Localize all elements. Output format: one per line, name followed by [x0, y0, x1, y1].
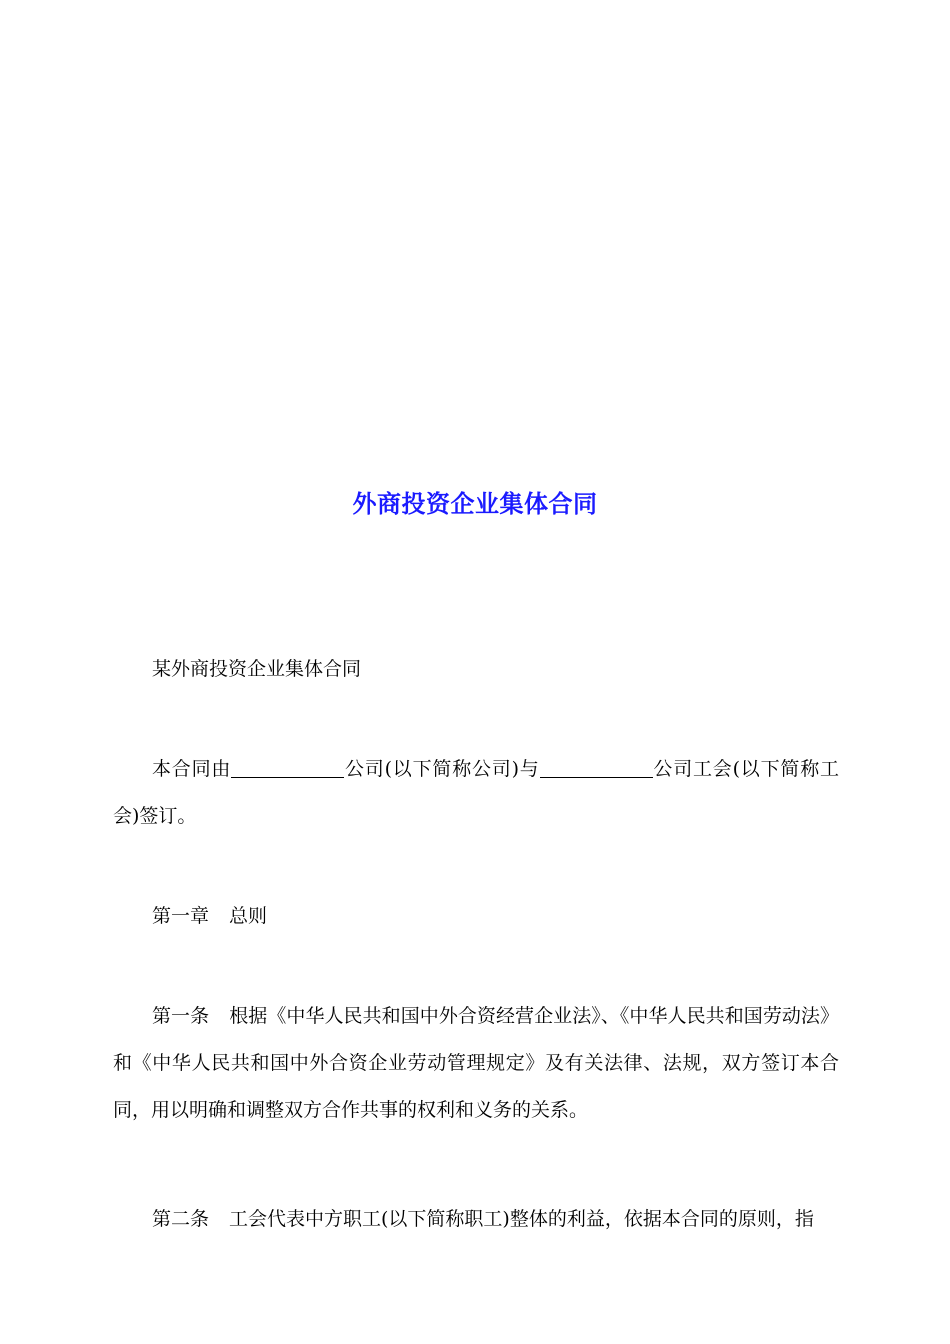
preamble-text-2: 公司(以下简称公司)与 — [344, 758, 540, 780]
article-2-number: 第二条 — [152, 1208, 210, 1230]
article-2 — [113, 1196, 839, 1243]
chapter-name: 总则 — [229, 905, 268, 927]
preamble-text-1: 本合同由 — [152, 758, 232, 780]
article-2-text: 工会代表中方职工(以下简称职工)整体的利益，依据本合同的原则，指 — [229, 1208, 814, 1230]
chapter-heading — [113, 893, 839, 940]
document-subtitle — [113, 646, 839, 693]
union-name-blank — [540, 758, 653, 778]
article-1-text: 根据《中华人民共和国中外合资经营企业法》、《中华人民共和国劳动法》和《中华人民共和国中外合资企业劳动管理规定》及有关法律、法规，双方签订本合同，用以明确和调整双方合作共事的权利和义务的关系。 — [113, 1005, 839, 1121]
chapter-number: 第一章 — [152, 905, 210, 927]
preamble-text-3: 公司工会(以下简称工会)签订。 — [113, 758, 839, 827]
subtitle-text: 某外商投资企业集体合同 — [152, 658, 362, 680]
document-title: 外商投资企业集体合同 — [352, 490, 598, 518]
preamble-paragraph — [113, 746, 839, 840]
article-1-number: 第一条 — [152, 1005, 210, 1027]
article-1 — [113, 993, 839, 1134]
company-name-blank — [231, 758, 344, 778]
